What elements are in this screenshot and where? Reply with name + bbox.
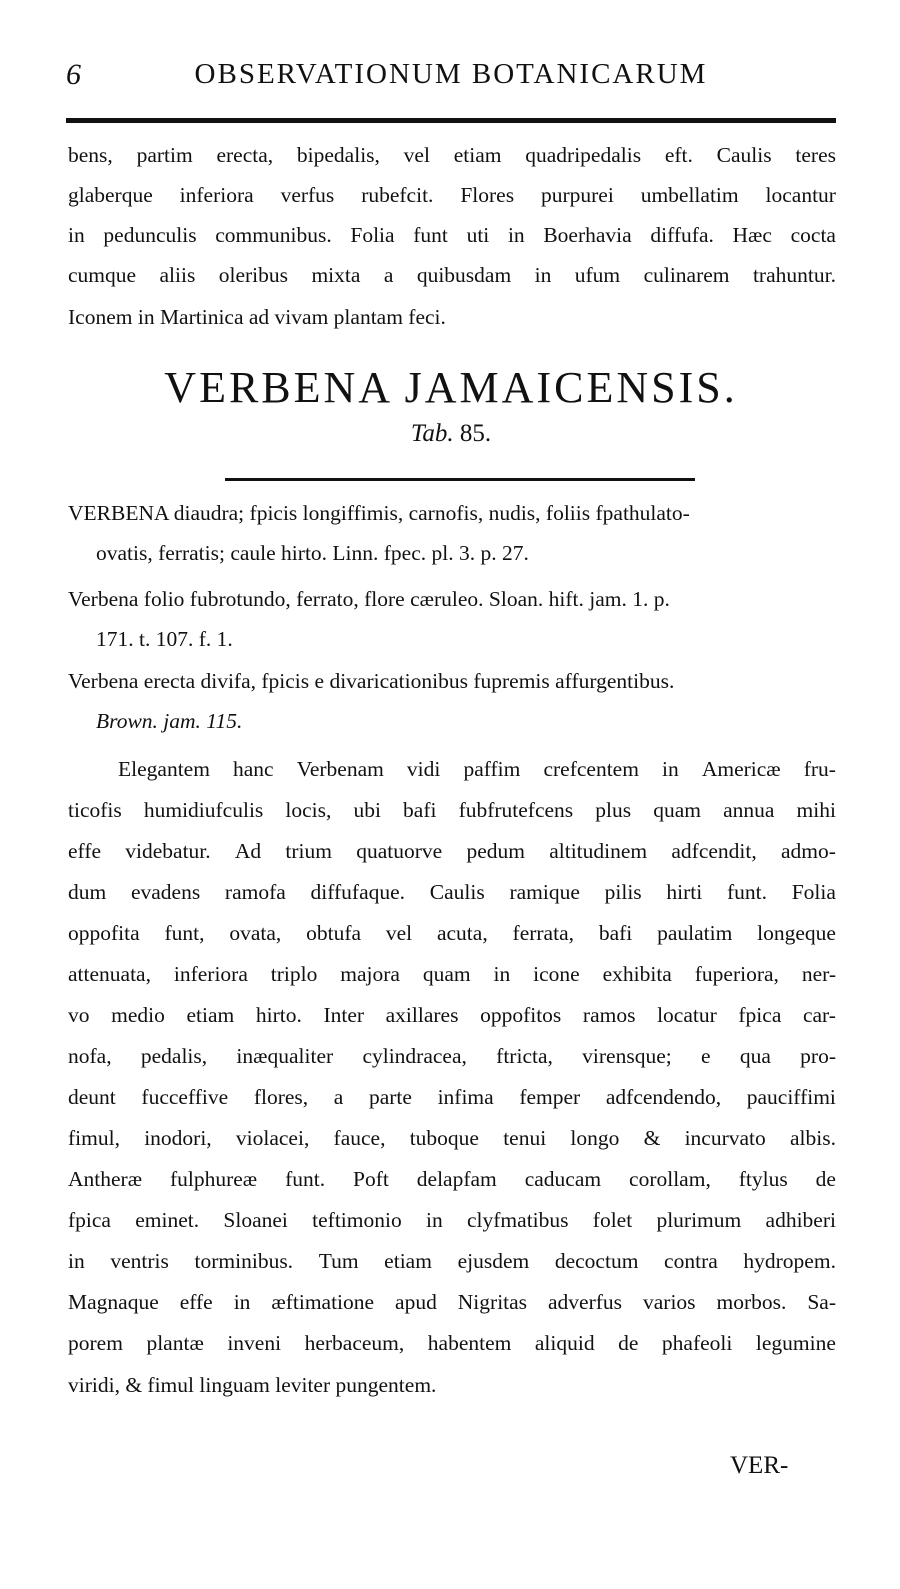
text-line: bens, partim erecta, bipedalis, vel etiam quadripedalis eft. Caulis teres — [68, 143, 836, 167]
synonym-line: Brown. jam. 115. — [96, 709, 243, 733]
description-line: porem plantæ inveni herbaceum, habentem aliquid de phafeoli legumine — [68, 1331, 836, 1355]
text-line: in pedunculis communibus. Folia funt uti in Boerhavia diffufa. Hæc cocta — [68, 223, 836, 247]
synonym-line: 171. t. 107. f. 1. — [96, 627, 233, 651]
synonym-line: Verbena folio fubrotundo, ferrato, flore cæruleo. Sloan. hift. jam. 1. p. — [68, 587, 670, 611]
text-line: glaberque inferiora verfus rubefcit. Flores purpurei umbellatim locantur — [68, 183, 836, 207]
plate-reference — [66, 420, 836, 448]
running-title: OBSERVATIONUM BOTANICARUM — [194, 58, 708, 90]
description-line: fpica eminet. Sloanei teftimonio in clyfmatibus folet plurimum adhiberi — [68, 1208, 836, 1232]
description-line: nofa, pedalis, inæqualiter cylindracea, ftricta, virensque; e qua pro- — [68, 1044, 836, 1068]
description-line: fimul, inodori, violacei, fauce, tuboque tenui longo & incurvato albis. — [68, 1126, 836, 1150]
description-line: Elegantem hanc Verbenam vidi paffim crefcentem in Americæ fru- — [118, 757, 836, 781]
plate-label: Tab. — [410, 420, 454, 447]
plate-number: 85. — [459, 420, 492, 447]
description-line: dum evadens ramofa diffufaque. Caulis ramique pilis hirti funt. Folia — [68, 880, 836, 904]
description-line: attenuata, inferiora triplo majora quam in icone exhibita fuperiora, ner- — [68, 962, 836, 986]
description-line: vo medio etiam hirto. Inter axillares oppofitos ramos locatur fpica car- — [68, 1003, 836, 1027]
description-line: effe videbatur. Ad trium quatuorve pedum altitudinem adfcendit, admo- — [68, 839, 836, 863]
description-line: deunt fucceffive flores, a parte infima femper adfcendendo, pauciffimi — [68, 1085, 836, 1109]
text-line: Iconem in Martinica ad vivam plantam feci. — [68, 305, 446, 329]
synonym-line: ovatis, ferratis; caule hirto. Linn. fpec. pl. 3. p. 27. — [96, 541, 529, 565]
description-line: ticofis humidiufculis locis, ubi bafi fubfrutefcens plus quam annua mihi — [68, 798, 836, 822]
catchword: VER- — [730, 1452, 789, 1479]
synonym-line: Verbena erecta divifa, fpicis e divaricationibus fupremis affurgentibus. — [68, 669, 675, 693]
section-rule — [225, 478, 695, 481]
synonym-line: VERBENA diaudra; fpicis longiffimis, carnofis, nudis, foliis fpathulato- — [68, 501, 690, 525]
description-line: Antheræ fulphureæ funt. Poft delapfam caducam corollam, ftylus de — [68, 1167, 836, 1191]
page-number: 6 — [66, 58, 81, 91]
species-title: VERBENA JAMAICENSIS. — [164, 363, 738, 412]
description-line: in ventris torminibus. Tum etiam ejusdem decoctum contra hydropem. — [68, 1249, 836, 1273]
header-rule — [66, 118, 836, 123]
text-line: cumque aliis oleribus mixta a quibusdam in ufum culinarem trahuntur. — [68, 263, 836, 287]
description-line: Magnaque effe in æftimatione apud Nigritas adverfus varios morbos. Sa- — [68, 1290, 836, 1314]
description-line: viridi, & fimul linguam leviter pungentem. — [68, 1373, 437, 1397]
description-line: oppofita funt, ovata, obtufa vel acuta, ferrata, bafi paulatim longeque — [68, 921, 836, 945]
page-header — [66, 58, 836, 98]
